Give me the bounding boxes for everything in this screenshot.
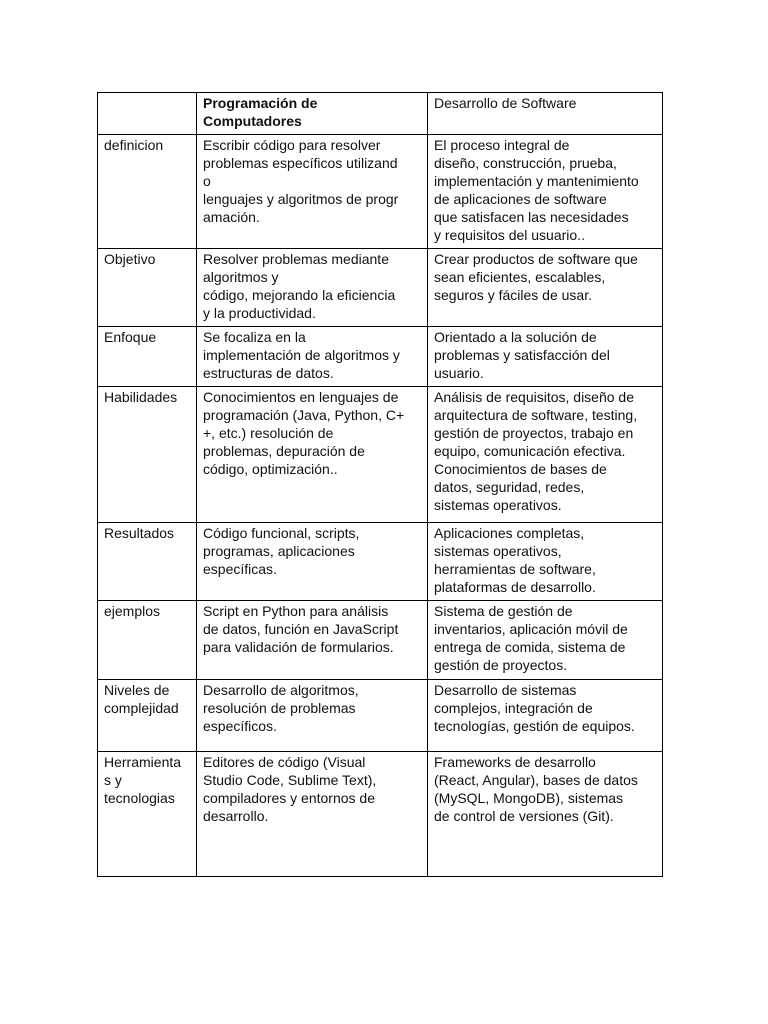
table-row-niveles [98,680,663,752]
table-row-habilidades [98,387,663,523]
row-programacion-cell: Código funcional, scripts, programas, aplicaciones específicas. [197,523,428,601]
header-desarrollo-cell: Desarrollo de Software [428,93,663,135]
row-label-cell: Resultados [98,523,197,601]
row-desarrollo-cell: Orientado a la solución de problemas y satisfacción del usuario. [428,327,663,387]
header-corner-cell [98,93,197,135]
row-programacion-cell: Editores de código (Visual Studio Code, Sublime Text), compiladores y entornos de desarrollo. [197,752,428,877]
row-label-cell: ejemplos [98,601,197,680]
row-label-cell: Niveles de complejidad [98,680,197,752]
table-row-ejemplos [98,601,663,680]
row-programacion-cell: Escribir código para resolver problemas específicos utilizand o lenguajes y algoritmos de progr amación. [197,135,428,249]
row-desarrollo-cell: Desarrollo de sistemas complejos, integración de tecnologías, gestión de equipos. [428,680,663,752]
row-label-cell: Herramienta s y tecnologias [98,752,197,877]
row-label-cell: Objetivo [98,249,197,327]
comparison-table [97,92,663,877]
row-programacion-cell: Script en Python para análisis de datos, función en JavaScript para validación de formularios. [197,601,428,680]
table-row-herramientas [98,752,663,877]
row-programacion-cell: Resolver problemas mediante algoritmos y código, mejorando la eficiencia y la productividad. [197,249,428,327]
row-programacion-cell: Se focaliza en la implementación de algoritmos y estructuras de datos. [197,327,428,387]
row-desarrollo-cell: Frameworks de desarrollo (React, Angular), bases de datos (MySQL, MongoDB), sistemas de control de versiones (Git). [428,752,663,877]
row-label-cell: Enfoque [98,327,197,387]
table-row-objetivo [98,249,663,327]
row-programacion-cell: Desarrollo de algoritmos, resolución de problemas específicos. [197,680,428,752]
row-label-cell: definicion [98,135,197,249]
row-desarrollo-cell: El proceso integral de diseño, construcción, prueba, implementación y mantenimiento de aplicaciones de software que satisfacen las necesidades y requisitos del usuario.. [428,135,663,249]
table-row-definicion [98,135,663,249]
table-row-resultados [98,523,663,601]
row-desarrollo-cell: Crear productos de software que sean eficientes, escalables, seguros y fáciles de usar. [428,249,663,327]
row-desarrollo-cell: Análisis de requisitos, diseño de arquitectura de software, testing, gestión de proyectos, trabajo en equipo, comunicación efectiva. Conocimientos de bases de datos, seguridad, redes, sistemas operativos. [428,387,663,523]
row-desarrollo-cell: Aplicaciones completas, sistemas operativos, herramientas de software, plataformas de desarrollo. [428,523,663,601]
row-desarrollo-cell: Sistema de gestión de inventarios, aplicación móvil de entrega de comida, sistema de gestión de proyectos. [428,601,663,680]
table-row-enfoque [98,327,663,387]
table-header-row [98,93,663,135]
row-programacion-cell: Conocimientos en lenguajes de programación (Java, Python, C+ +, etc.) resolución de problemas, depuración de código, optimización.. [197,387,428,523]
row-label-cell: Habilidades [98,387,197,523]
header-programacion-cell: Programación de Computadores [197,93,428,135]
